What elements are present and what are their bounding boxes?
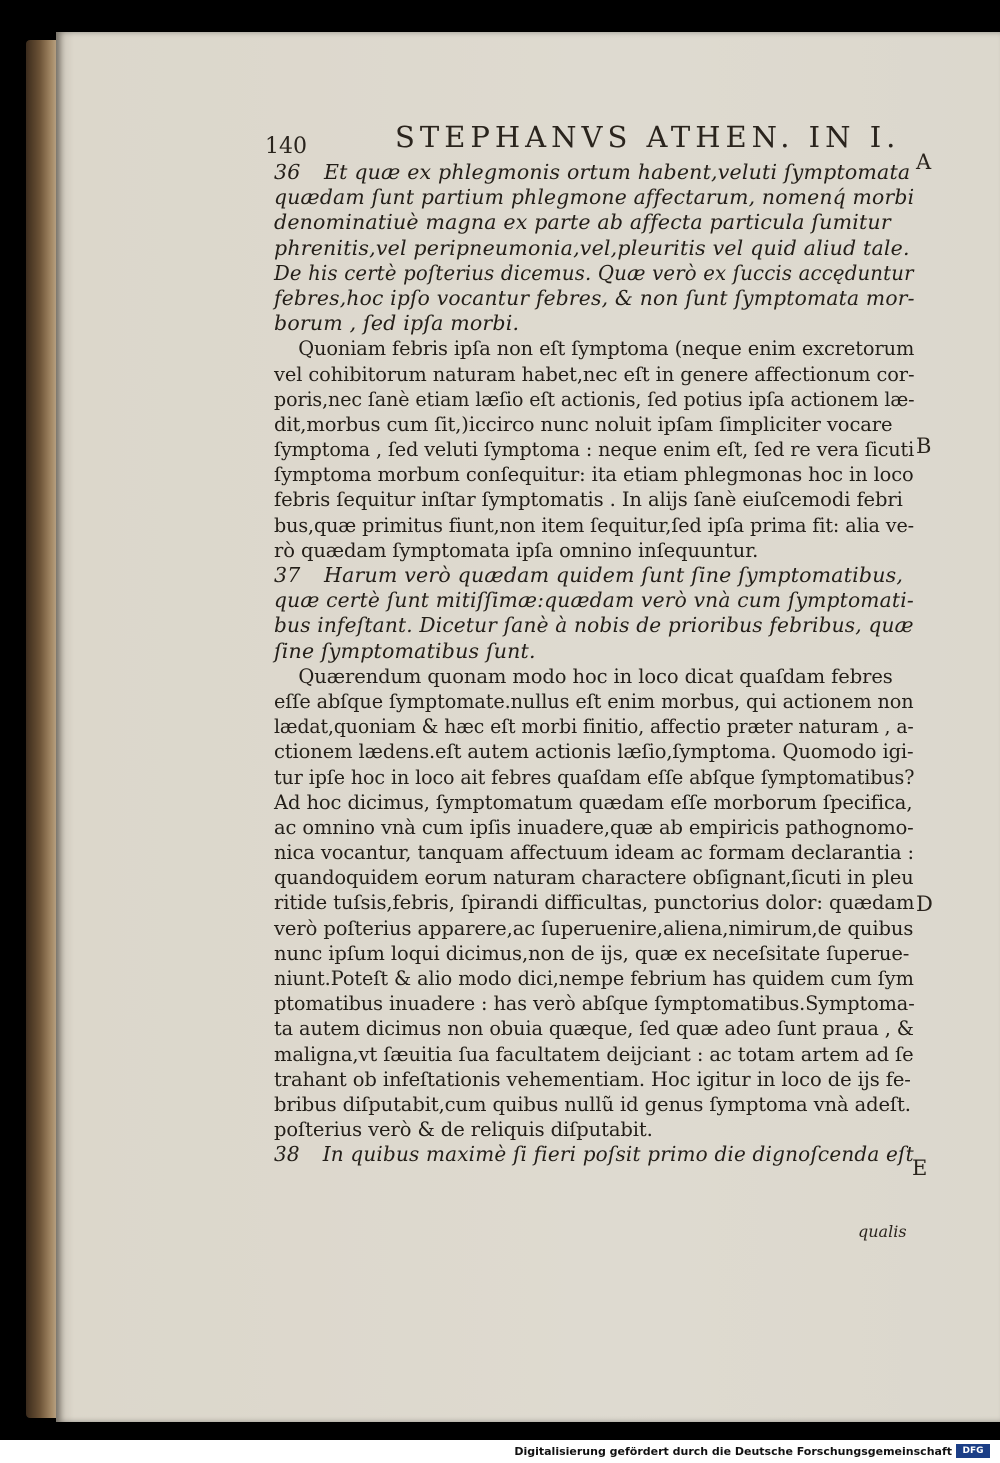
text-line: [274, 689, 914, 714]
text-line: [274, 538, 914, 563]
line-text: ſine ſymptomatibus ſunt.: [274, 638, 536, 663]
text-line: [274, 840, 912, 865]
running-head: [265, 120, 905, 160]
line-text: ta autem dicimus non obuia quæque, ſed quæ adeo ſunt praua , &: [274, 1017, 914, 1041]
text-line: [274, 966, 914, 991]
text-line: [274, 487, 914, 512]
page-number: 140: [265, 134, 307, 159]
line-text: rò quædam ſymptomata ipſa omnino inſequuntur.: [274, 538, 759, 562]
line-text: nunc ipſum loqui dicimus,non de ijs, quæ ex neceſsitate ſuperue-: [274, 941, 910, 965]
text-line: [274, 336, 915, 361]
line-text: vel cohibitorum naturam habet,nec eſt in genere affectionum cor-: [274, 362, 915, 386]
footer-credit: Digitalisierung gefördert durch die Deutsche Forschungsgemeinschaft: [514, 1445, 952, 1458]
text-line: [274, 387, 915, 412]
book-edge: [26, 40, 60, 1418]
text-line: [274, 1042, 913, 1067]
section-number: 37: [274, 563, 301, 587]
catchword: qualis: [858, 1222, 907, 1241]
text-line: [274, 765, 915, 790]
text-line: [274, 412, 914, 437]
line-text: De his certè poſterius dicemus. Quæ verò ex ſuccis accęduntur: [274, 260, 914, 285]
text-line: [274, 991, 915, 1016]
text-line: [274, 563, 914, 588]
line-text: Quoniam febris ipſa non eſt ſymptoma (neque enim excretorum: [274, 337, 915, 361]
line-text: ritide tuſsis,febris, ſpirandi difficultas, punctorius dolor: quædam: [274, 891, 915, 915]
text-line: [274, 739, 913, 764]
margin-letter-d: D: [916, 892, 933, 916]
line-text: febris ſequitur inſtar ſymptomatis . In alijs ſanè eiuſcemodi febri: [274, 488, 903, 512]
text-line: [274, 437, 915, 462]
text-line: [274, 513, 915, 538]
margin-letter-e: E: [912, 1156, 928, 1180]
line-text: poris,nec ſanè etiam læſio eſt actionis, ſed potius ipſa actionem læ-: [274, 387, 915, 411]
margin-letter-b: B: [916, 434, 932, 458]
line-text: quæ certè ſunt mitiſſimæ:quædam verò vnà cum ſymptomati-: [274, 588, 914, 613]
text-line: [274, 865, 914, 890]
text-line: [274, 714, 914, 739]
line-text: denominatiuè magna ex parte ab affecta particula ſumitur: [274, 210, 891, 235]
line-text: lædat,quoniam & hæc eſt morbi finitio, affectio præter naturam , a-: [274, 715, 914, 739]
running-title: STEPHANVS ATHEN. IN I.: [395, 120, 901, 154]
main-text: [274, 160, 914, 1168]
line-text: Quærendum quonam modo hoc in loco dicat quaſdam febres: [274, 664, 893, 688]
dfg-logo-icon: DFG: [956, 1444, 990, 1458]
section-number: 36: [274, 160, 301, 184]
line-text: eſſe abſque ſymptomate.nullus eſt enim morbus, qui actionem non: [274, 689, 914, 713]
line-text: borum , ſed ipſa morbi.: [274, 311, 520, 336]
line-text: Ad hoc dicimus, ſymptomatum quædam eſſe morborum ſpecifica,: [274, 790, 913, 814]
line-text: quædam ſunt partium phlegmone affectarum, nomenq́ morbi: [274, 185, 915, 210]
text-line: [274, 236, 914, 261]
text-line: [274, 185, 915, 210]
margin-letter-a: A: [916, 150, 932, 174]
text-line: [274, 664, 914, 689]
line-text: ſymptoma , ſed veluti ſymptoma : neque enim eſt, ſed re vera ſicuti: [274, 438, 915, 462]
line-text: ptomatibus inuadere : has verò abſque ſymptomatibus.Symptoma-: [274, 992, 915, 1016]
text-line: [274, 639, 914, 664]
line-text: bribus diſputabit,cum quibus nullũ id genus ſymptoma vnà adeſt.: [274, 1092, 911, 1116]
text-line: [274, 1067, 914, 1092]
text-line: [274, 890, 914, 915]
line-text: ctionem lædens.eſt autem actionis læſio,ſymptoma. Quomodo igi-: [274, 740, 914, 764]
line-text: ſymptoma morbum conſequitur: ita etiam phlegmonas hoc in loco: [274, 463, 914, 487]
text-line: [274, 285, 915, 311]
text-line: [274, 160, 914, 185]
line-text: poſterius verò & de reliquis diſputabit.: [274, 1118, 653, 1142]
text-line: [274, 1016, 914, 1041]
text-line: [274, 1142, 914, 1167]
line-text: Harum verò quædam quidem ſunt ſine ſymptomatibus,: [324, 563, 904, 587]
footer-bar: [0, 1440, 1000, 1463]
text-line: [274, 790, 914, 815]
text-line: [274, 588, 914, 613]
line-text: quandoquidem eorum naturam charactere obſignant,ſicuti in pleu: [274, 866, 914, 890]
line-text: In quibus maximè ſi fieri poſsit primo die dignoſcenda eſt: [322, 1142, 914, 1167]
text-line: [274, 1117, 914, 1142]
text-line: [274, 362, 915, 387]
line-text: maligna,vt ſæuitia ſua facultatem deijciant : ac totam artem ad ſe: [274, 1042, 914, 1066]
line-text: nica vocantur, tanquam affectuum ideam ac formam declarantia :: [274, 841, 914, 865]
line-text: dit,morbus cum ſit,)iccirco nunc noluit ipſam ſimpliciter vocare: [274, 412, 893, 436]
line-text: tur ipſe hoc in loco ait febres quaſdam eſſe abſque ſymptomatibus?: [274, 765, 915, 789]
text-line: [274, 916, 914, 941]
text-line: [274, 815, 912, 840]
line-text: ac omnino vnà cum ipſis inuadere,quæ ab empiricis pathognomo-: [274, 815, 914, 839]
line-text: phrenitis,vel peripneumonia,vel,pleuritis vel quid aliud tale.: [274, 235, 910, 260]
text-line: [274, 311, 914, 336]
text-line: [274, 462, 914, 487]
line-text: trahant ob infeſtationis vehementiam. Hoc igitur in loco de ijs fe-: [274, 1067, 911, 1091]
line-text: bus,quæ primitus fiunt,non item ſequitur,ſed ipſa prima fit: alia ve-: [274, 513, 915, 537]
text-line: [274, 210, 914, 235]
text-line: [274, 613, 914, 638]
section-number: 38: [274, 1142, 300, 1167]
line-text: niunt.Poteſt & alio modo dici,nempe febrium has quidem cum ſym: [274, 967, 914, 990]
line-text: Et quæ ex phlegmonis ortum habent,veluti ſymptomata: [324, 160, 911, 184]
line-text: febres,hoc ipſo vocantur febres, & non ſunt ſymptomata mor-: [274, 285, 915, 310]
line-text: bus infeſtant. Dicetur ſanè à nobis de prioribus febribus, quæ: [274, 613, 914, 638]
line-text: verò poſterius apparere,ac ſuperuenire,aliena,nimirum,de quibus: [274, 916, 914, 940]
text-line: [274, 941, 914, 966]
text-line: [274, 260, 914, 286]
text-line: [274, 1092, 914, 1117]
